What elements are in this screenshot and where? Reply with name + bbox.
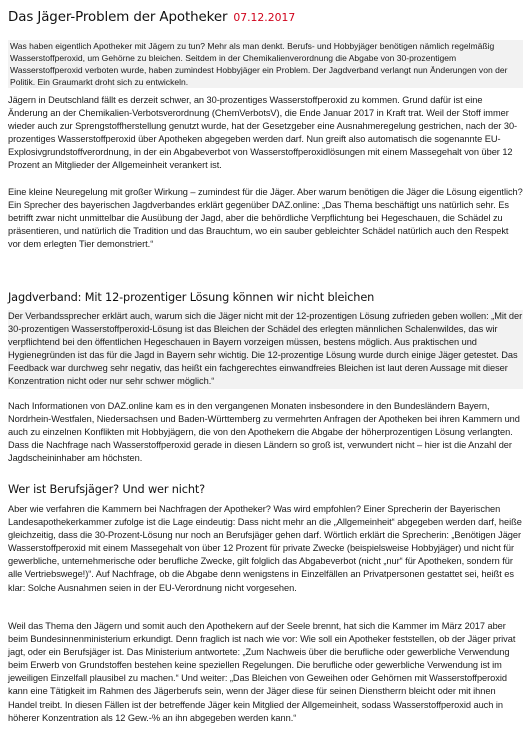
section-heading-berufsjaeger: Wer ist Berufsjäger? Und wer nicht?: [8, 483, 205, 496]
article-header: [8, 8, 523, 28]
section-heading-jagdverband: Jagdverband: Mit 12-prozentiger Lösung können wir nicht bleichen: [8, 291, 375, 304]
article-title: Das Jäger-Problem der Apotheker: [8, 10, 228, 25]
paragraph-4: Nach Informationen von DAZ.online kam es in den vergangenen Monaten insbesondere in den Bundesländern Bayern, Nordrhein-Westfalen, Niedersachsen und Baden-Württemberg zu vermehrten Anfragen der Apotheken bei ihren Kammern und auch zu einzelnen Konflikten mit Hobbyjägern, die von den Apothekern die Abgabe der höherprozentigen Lösung verlangten. Dass die Nachfrage nach Wasserstoffperoxid gerade in diesen Ländern so groß ist, verwundert nicht – hier ist die Anzahl der Jagdscheininhaber am höchsten.: [8, 401, 520, 464]
paragraph-3: Der Verbandssprecher erklärt auch, warum sich die Jäger nicht mit der 12-prozentigen Lösung zufrieden geben wollen: „Mit der 30-prozentigen Wasserstoffperoxid-Lösung ist das Bleichen der Schädel des erlegten männlichen Schalenwildes, das wir verpflichtend bei den öffentlichen Hegeschauen in Bayern vorzeigen müssen, bestens möglich. Aus praktischen und Hygienegründen ist das für die Jagd in Bayern sehr wichtig. Die 12-prozentige Lösung wurde durch einige Jäger getestet. Das Feedback war durchweg sehr negativ, das heißt ein fachgerechtes einwandfreies Bleichen ist laut deren Aussage mit dieser Konzentration nicht oder nur sehr schwer möglich.“: [8, 310, 523, 389]
paragraph-1: Jägern in Deutschland fällt es derzeit schwer, an 30-prozentiges Wasserstoffperoxid zu kommen. Grund dafür ist eine Änderung an der Chemikalien-Verbotsverordnung (ChemVerbotsV), die Ende Januar 2017 in Kraft trat. Weil der Stoff immer wieder auch zur Sprengstoffherstellung genutzt wurde, hat der Gesetzgeber eine Ausnahmeregelung gestrichen, nach der 30-prozentiges Wasserstoffperoxid über Apotheken abgegeben werden darf. Nun greift also automatisch die sogenannte EU-Explosivgrundstoffverordnung, in der ein Abgabeverbot von Wasserstoffperoxidlösungen mit einem Massegehalt von über 12 Prozent an Mitglieder der Allgemeinheit verankert ist.: [8, 95, 518, 171]
paragraph-5: Aber wie verfahren die Kammern bei Nachfragen der Apotheker? Was wird empfohlen? Einer Sprecherin der Bayerischen Landesapothekerkammer zufolge ist die Lage eindeutig: Dass nicht mehr an die „Allgemeinheit“ abgegeben werden darf, heiße gleichzeitig, dass die 30-Prozent-Lösung nur noch an Berufsjäger gehen darf. Wörtlich erklärt die Sprecherin: „Benötigen Jäger Wasserstoffperoxid mit einem Massegehalt von über 12 Prozent für private Zwecke (beispielsweise Hobbyjäger) und nicht für gewerbliche, unternehmerische oder berufliche Zwecke, gilt folglich das Abgabeverbot (nicht „nur“ für Apotheken, sondern für alle Vertriebswege!)“. Auf Nachfrage, ob die Abgabe denn wenigstens in Einzelfällen an Privatpersonen gestattet sei, heißt es klar: Solche Ausnahmen seien in der EU-Verordnung nicht vorgesehen.: [8, 504, 522, 593]
article-date: 07.12.2017: [233, 11, 296, 24]
paragraph-2: Eine kleine Neuregelung mit großer Wirkung – zumindest für die Jäger. Aber warum benötigen die Jäger die Lösung eigentlich? Ein Sprecher des bayerischen Jagdverbandes erklärt gegenüber DAZ.online: „Das Thema beschäftigt uns natürlich sehr. Es betrifft zwar nicht unmittelbar die Ausübung der Jagd, aber die behördliche Verpflichtung bei Hegeschauen, die Schädel zu präsentieren, und natürlich die Tradition und das Brauchtum, wo ein sauber gebleichter Schädel natürlich auch den Respekt vor dem erlegten Tier demonstriert.“: [8, 187, 523, 250]
article-lead: Was haben eigentlich Apotheker mit Jägern zu tun? Mehr als man denkt. Berufs- und Hobbyjäger benötigen nämlich regelmäßig Wasserstoffperoxid, um Gehörne zu bleichen. Seitdem in der Chemikalienverordnung die Abgabe von 30-prozentigem Wasserstoffperoxid verboten wurde, haben zumindest Hobbyjäger ein Problem. Der Jagdverband verlangt nun Änderungen von der Politik. Ein Graumarkt droht sich zu entwickeln.: [8, 40, 523, 88]
paragraph-6: Weil das Thema den Jägern und somit auch den Apothekern auf der Seele brennt, hat sich die Kammer im März 2017 aber beim Bundesinnenministerium erkundigt. Denn fraglich ist nach wie vor: Wie soll ein Apotheker feststellen, ob der Jäger privat jagt, oder ein Berufsjäger ist. Das Ministerium antwortete: „Zum Nachweis über die berufliche oder gewerbliche Verwendung beim Erwerb von Grundstoffen bestehen keine speziellen Regelungen. Die berufliche oder gewerbliche Verwendung ist im jeweiligen Einzelfall plausibel zu machen.“ Und weiter: „Das Bleichen von Geweihen oder Gehörnen mit Wasserstoffperoxid kann eine Tätigkeit im Rahmen des Jägerberufs sein, wenn der Jäger diese für seinen Dienstherrn bleicht oder mit ihnen Handel treibt. In diesen Fällen ist der betreffende Jäger kein Mitglied der Allgemeinheit, sodass Wasserstoffperoxid auch in höherer Konzentration als 12 Gew.-% an ihn abgegeben werden kann.“: [8, 621, 516, 723]
